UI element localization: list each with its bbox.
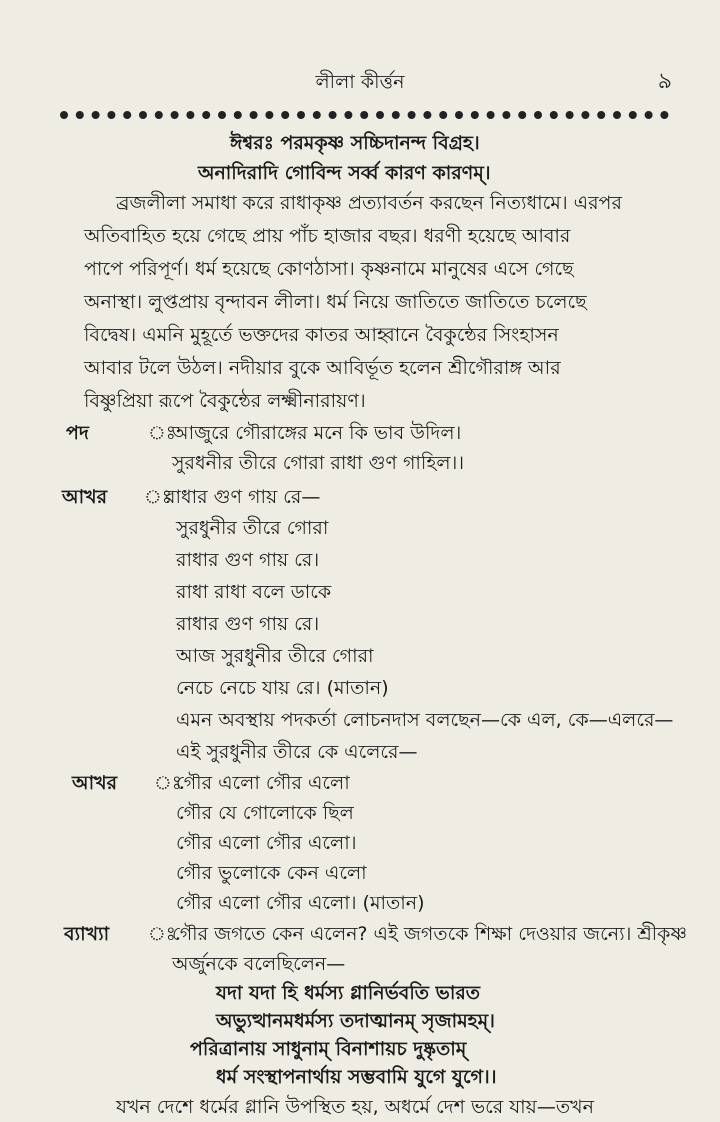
dotted-divider [60, 108, 670, 122]
akhar1-line-7: নেচে নেচে যায় রে। (মাতান) [176, 677, 389, 699]
intro-paragraph-line-2: অতিবাহিত হয়ে গেছে প্রায় পাঁচ হাজার বছর। ধরণী হয়েছে আবার [84, 225, 571, 247]
akhar1-line-3: রাধার গুণ গায় রে। [176, 549, 320, 571]
akhar1-line-2: সুরধুনীর তীরে গোরা [176, 517, 329, 539]
akhar1-line-5: রাধার গুণ গায় রে। [176, 613, 320, 635]
intro-paragraph-line-4: অনাস্থা। লুপ্তপ্রায় বৃন্দাবন লীলা। ধর্ম নিয়ে জাতিতে জাতিতে চলেছে [84, 291, 587, 313]
gita-verse-line-1: যদা যদা হি ধর্মস্য গ্লানির্ভবতি ভারত [216, 982, 481, 1004]
shloka-intro-line-2: অনাদিরাদি গোবিন্দ সর্ব্ব কারণ কারণম্। [198, 162, 491, 184]
gita-verse-line-3: পরিত্রানায় সাধুনাম্ বিনাশায়চ দুষ্কৃতাম্ [190, 1038, 467, 1060]
akhar2-line-5: গৌর এলো গৌর এলো। (মাতান) [176, 892, 425, 914]
akhar-label-2: আখর [72, 772, 118, 794]
akhar1-line-6: আজ সুরধুনীর তীরে গোরা [176, 645, 374, 667]
closing-line: যখন দেশে ধর্মের গ্লানি উপস্থিত হয়, অধর্মে দেশ ভরে যায়—তখন [116, 1096, 594, 1118]
pada-line-1: আজুরে গৌরাঙ্গের মনে কি ভাব উদিল। [172, 422, 462, 444]
intro-paragraph-line-1: ব্রজলীলা সমাধা করে রাধাকৃষ্ণ প্রত্যাবর্তন করছেন নিত্যধামে। এরপর [116, 192, 622, 214]
running-header-title: লীলা কীর্ত্তন [315, 71, 405, 93]
transition-line-1: এমন অবস্থায় পদকর্তা লোচনদাস বলছেন—কে এল, কে—এলরে— [176, 709, 674, 731]
byakhya-line-2: অর্জুনকে বলেছিলেন— [172, 953, 346, 975]
akhar1-line-1: রাধার গুণ গায় রে— [165, 486, 321, 508]
pada-line-2: সুরধনীর তীরে গোরা রাধা গুণ গাহিল।। [172, 452, 465, 474]
transition-line-2: এই সুরধুনীর তীরে কে এলেরে— [176, 741, 418, 763]
pada-colon: ঃ [148, 422, 176, 444]
gita-verse-line-2: অভ্যুত্থানমধর্মস্য তদাত্মানম্ সৃজামহম্। [216, 1010, 495, 1032]
akhar2-line-3: গৌর এলো গৌর এলো। [176, 832, 357, 854]
akhar-colon-1: ঃ [144, 486, 172, 508]
intro-paragraph-line-7: বিষ্ণুপ্রিয়া রূপে বৈকুন্ঠের লক্ষ্মীনারায়ণ। [84, 390, 366, 412]
shloka-intro-line-1: ঈশ্বরঃ পরমকৃষ্ণ সচ্চিদানন্দ বিগ্রহ। [230, 132, 480, 154]
intro-paragraph-line-3: পাপে পরিপূর্ণ। ধর্ম হয়েছে কোণঠাসা। কৃষ্ণনামে মানুষের এসে গেছে [84, 258, 574, 280]
akhar2-line-4: গৌর ভুলোকে কেন এলো [176, 862, 367, 884]
page-number: ৯ [657, 69, 672, 94]
intro-paragraph-line-5: বিদ্বেষ। এমনি মুহূর্তে ভক্তদের কাতর আহ্বানে বৈকুন্ঠের সিংহাসন [84, 324, 559, 346]
gita-verse-line-4: ধর্ম সংস্থাপনার্থায় সম্ভবামি যুগে যুগে।। [216, 1066, 497, 1088]
byakhya-label: ব্যাখ্যা [64, 923, 110, 945]
akhar-label-1: আখর [62, 486, 108, 508]
byakhya-line-1: গৌর জগতে কেন এলেন? এই জগতকে শিক্ষা দেওয়ার জন্যে। শ্রীকৃষ্ণ [172, 923, 687, 945]
akhar2-line-2: গৌর যে গোলোকে ছিল [176, 802, 354, 824]
akhar1-line-4: রাধা রাধা বলে ডাকে [176, 581, 332, 603]
akhar2-line-1: গৌর এলো গৌর এলো [176, 772, 350, 794]
byakhya-colon: ঃ [148, 923, 176, 945]
intro-paragraph-line-6: আবার টলে উঠল। নদীয়ার বুকে আবির্ভূত হলেন শ্রীগৌরাঙ্গ আর [84, 357, 561, 379]
pada-label: পদ [66, 422, 89, 444]
akhar-colon-2: ঃ [154, 772, 182, 794]
